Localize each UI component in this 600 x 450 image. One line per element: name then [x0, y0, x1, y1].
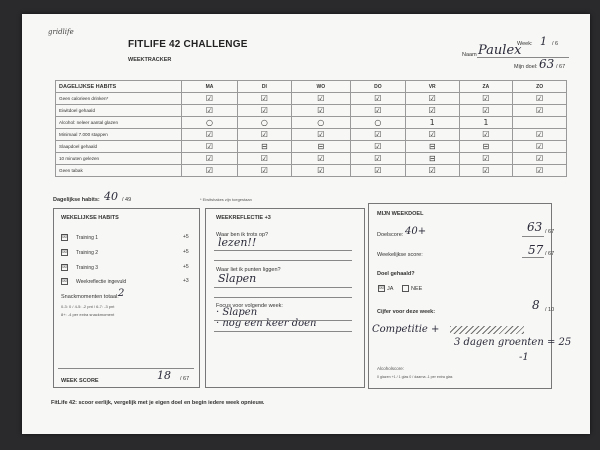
nee-checkbox[interactable]	[402, 285, 409, 292]
grade-value: 8	[532, 298, 540, 312]
daily-score-total: / 49	[122, 197, 132, 203]
table-row	[56, 105, 567, 117]
answer-line	[214, 331, 352, 332]
ja-label: JA	[387, 285, 394, 292]
habit-mark[interactable]: ☑	[350, 105, 405, 117]
week-score-value: 18	[157, 369, 171, 382]
habit-mark[interactable]: ☑	[405, 129, 459, 141]
brand-logo: gridlife	[48, 28, 74, 36]
habit-mark[interactable]: ☑	[291, 129, 350, 141]
reflection-heading: WEEKREFLECTIE +3	[216, 215, 271, 221]
answer-line	[214, 297, 352, 298]
habit-mark[interactable]: ☑	[291, 105, 350, 117]
weekly-item	[61, 234, 98, 241]
daily-heading: DAGELIJKSE HABITS	[56, 81, 182, 93]
weekly-item-points: +5	[183, 264, 189, 270]
habit-mark[interactable]: ☑	[182, 105, 238, 117]
footer-text: FitLife 42: scoor eerlijk, vergelijk met je eigen doel en begin iedere week opnieuw.	[51, 400, 265, 406]
doelscore-total: / 67	[545, 229, 555, 235]
habit-mark[interactable]: ☑	[513, 165, 567, 177]
habit-mark[interactable]: 1	[459, 117, 513, 129]
habit-mark[interactable]: ○	[291, 117, 350, 129]
habit-mark[interactable]: ☑	[459, 165, 513, 177]
habit-name: Geen tabak	[56, 165, 182, 177]
goal-note: -1	[519, 352, 529, 363]
daily-footnote: * Eiwitshakes zijn toegestaan	[200, 197, 252, 202]
answer-line	[214, 287, 352, 288]
snack-rule: 0-3: 0 / 4-5: -2 pnt / 6-7: -3 pnt	[61, 304, 115, 309]
habit-mark[interactable]: ☑	[291, 165, 350, 177]
ja-checkbox[interactable]: ☒	[379, 285, 384, 291]
day-header: VR	[405, 81, 459, 93]
goal-heading: MIJN WEEKDOEL	[377, 211, 424, 217]
habit-mark[interactable]: ○	[238, 117, 292, 129]
habit-mark[interactable]: ☑	[238, 153, 292, 165]
habit-name: Alcohol: neleer aantal glazen	[56, 117, 182, 129]
week-total: / 6	[552, 41, 559, 47]
doelscore-note: 40+	[405, 226, 427, 237]
sheet-subtitle: WEEKTRACKER	[128, 57, 172, 63]
habit-mark[interactable]: ○	[350, 117, 405, 129]
habit-mark[interactable]: ☑	[182, 93, 238, 105]
table-row	[56, 141, 567, 153]
alcohol-label: Alcoholscore:	[377, 366, 405, 371]
habit-mark[interactable]	[513, 117, 567, 129]
habit-mark[interactable]: ○	[182, 117, 238, 129]
value-line	[522, 236, 544, 237]
habit-mark[interactable]: ☑	[350, 129, 405, 141]
snack-rule: 8+: -4 per extra snackmoment	[61, 312, 115, 317]
weekly-item-points: +5	[183, 234, 189, 240]
week-score-total: / 67	[180, 376, 190, 382]
day-header: MA	[182, 81, 238, 93]
answer-line	[214, 320, 352, 321]
grade-total: / 10	[545, 307, 555, 313]
grade-label: Cijfer voor deze week:	[377, 309, 436, 315]
habit-mark[interactable]: ☑	[405, 93, 459, 105]
day-header: DI	[238, 81, 292, 93]
habit-mark[interactable]: ☑	[513, 105, 567, 117]
points-label: Mijn doel:	[514, 64, 538, 70]
weekly-item-label: Training 2	[76, 249, 99, 256]
weekscore-value: 57	[528, 243, 544, 257]
table-row	[56, 129, 567, 141]
weekscore-label: Weekelijkse score:	[377, 252, 423, 258]
day-header: ZO	[513, 81, 567, 93]
table-row	[56, 93, 567, 105]
snack-value: 2	[118, 288, 125, 299]
habit-mark[interactable]: ⊟	[291, 141, 350, 153]
points-total: / 67	[556, 64, 566, 70]
name-value: Paulex	[478, 43, 522, 58]
habit-mark[interactable]: ☑	[405, 105, 459, 117]
habit-mark[interactable]: ☑	[350, 93, 405, 105]
table-row	[56, 153, 567, 165]
habit-mark[interactable]: ☑	[182, 129, 238, 141]
snack-label: Snackmomenten totaal:	[61, 294, 119, 300]
habit-mark[interactable]: ⊟	[405, 141, 459, 153]
table-row	[56, 117, 567, 129]
habit-mark[interactable]: ☑	[513, 141, 567, 153]
day-header: WO	[291, 81, 350, 93]
alcohol-rule: 0 glazen +1 / 1 glas 0 / daarna -1 per extra glas	[377, 375, 453, 379]
checkbox[interactable]: ☒	[62, 234, 67, 240]
weekscore-total: / 67	[545, 251, 555, 257]
goal-note: 3 dagen groenten = 25	[454, 337, 572, 348]
reflection-answer[interactable]: · nog een keer doen	[216, 318, 317, 329]
weekly-item	[61, 278, 126, 285]
reflection-answer[interactable]: · Slapen	[216, 307, 258, 318]
ja-option[interactable]	[378, 285, 393, 292]
habit-mark[interactable]: ☑	[513, 129, 567, 141]
weekly-item-points: +3	[183, 278, 189, 284]
weekly-heading: WEKELIJKSE HABITS	[61, 215, 119, 221]
habit-mark[interactable]: ☑	[182, 141, 238, 153]
name-label: Naam	[462, 52, 477, 58]
value-line	[522, 257, 544, 258]
habit-mark[interactable]: ☑	[291, 93, 350, 105]
reflection-question: Waar ben ik trots op?	[216, 232, 269, 238]
daily-score-value: 40	[104, 190, 118, 203]
habit-mark[interactable]: ☑	[182, 165, 238, 177]
week-label: Week:	[517, 41, 533, 47]
day-header: ZA	[459, 81, 513, 93]
habit-mark[interactable]: 1	[405, 117, 459, 129]
habit-name: 10 minuten gelezen	[56, 153, 182, 165]
doelscore-value: 63	[527, 220, 543, 234]
habit-mark[interactable]: ☑	[405, 165, 459, 177]
habit-name: Geen calorieen drinken*	[56, 93, 182, 105]
habit-name: Slaapdoel gehaald	[56, 141, 182, 153]
goal-met-label: Doel gehaald?	[377, 271, 415, 277]
weekly-item-label: Training 3	[76, 264, 99, 271]
weekly-item-points: +5	[183, 249, 189, 255]
habit-mark[interactable]: ⊟	[238, 141, 292, 153]
checkbox[interactable]: ☒	[62, 264, 67, 270]
habit-mark[interactable]: ☑	[238, 93, 292, 105]
name-line	[477, 57, 569, 58]
weekly-item	[61, 249, 98, 256]
habit-mark[interactable]: ☑	[350, 165, 405, 177]
habit-mark[interactable]: ⊟	[405, 153, 459, 165]
reflection-answer[interactable]: lezen!!	[218, 236, 257, 249]
habit-mark[interactable]: ☑	[238, 105, 292, 117]
week-value: 1	[540, 35, 547, 48]
answer-line	[214, 260, 352, 261]
daily-habits-table	[55, 80, 567, 177]
points-value: 63	[539, 57, 555, 71]
sheet-title: FITLIFE 42 CHALLENGE	[128, 39, 248, 50]
doelscore-label: Doelscore:	[377, 232, 404, 238]
habit-name: Eiwitdoel gehaald	[56, 105, 182, 117]
week-score-label: WEEK SCORE	[61, 378, 99, 384]
habit-mark[interactable]: ☑	[513, 93, 567, 105]
reflection-question: Waar liet ik punten liggen?	[216, 267, 281, 273]
nee-label: NEE	[411, 285, 423, 292]
checkbox[interactable]: ☒	[62, 278, 67, 284]
habit-mark[interactable]: ☑	[238, 129, 292, 141]
habit-mark[interactable]: ☑	[459, 153, 513, 165]
reflection-answer[interactable]: Slapen	[218, 272, 257, 285]
habit-mark[interactable]: ☑	[513, 153, 567, 165]
habit-mark[interactable]: ☑	[350, 141, 405, 153]
habit-mark[interactable]: ☑	[459, 93, 513, 105]
habit-mark[interactable]: ☑	[182, 153, 238, 165]
divider	[58, 368, 194, 369]
checkbox[interactable]: ☒	[62, 249, 67, 255]
habit-mark[interactable]: ☑	[459, 105, 513, 117]
habit-mark[interactable]: ⊟	[459, 141, 513, 153]
habit-mark[interactable]: ☑	[291, 153, 350, 165]
weekly-item-label: Training 1	[76, 234, 99, 241]
daily-score-label: Dagelijkse habits:	[53, 197, 100, 203]
answer-line	[214, 250, 352, 251]
nee-option[interactable]	[402, 285, 422, 292]
reflection-question: Focus voor volgende week:	[216, 303, 283, 309]
habit-mark[interactable]: ☑	[238, 165, 292, 177]
table-header-row	[56, 81, 567, 93]
table-row	[56, 165, 567, 177]
goal-note: Competitie +	[372, 324, 440, 335]
weekly-item-label: Weekreflectie ingevuld	[76, 278, 127, 285]
habit-mark[interactable]: ☑	[350, 153, 405, 165]
day-header: DO	[350, 81, 405, 93]
weekly-item	[61, 264, 98, 271]
scribbled-out-text	[450, 326, 524, 334]
habit-name: Minimaal 7.000 stappen	[56, 129, 182, 141]
habit-mark[interactable]: ☑	[459, 129, 513, 141]
